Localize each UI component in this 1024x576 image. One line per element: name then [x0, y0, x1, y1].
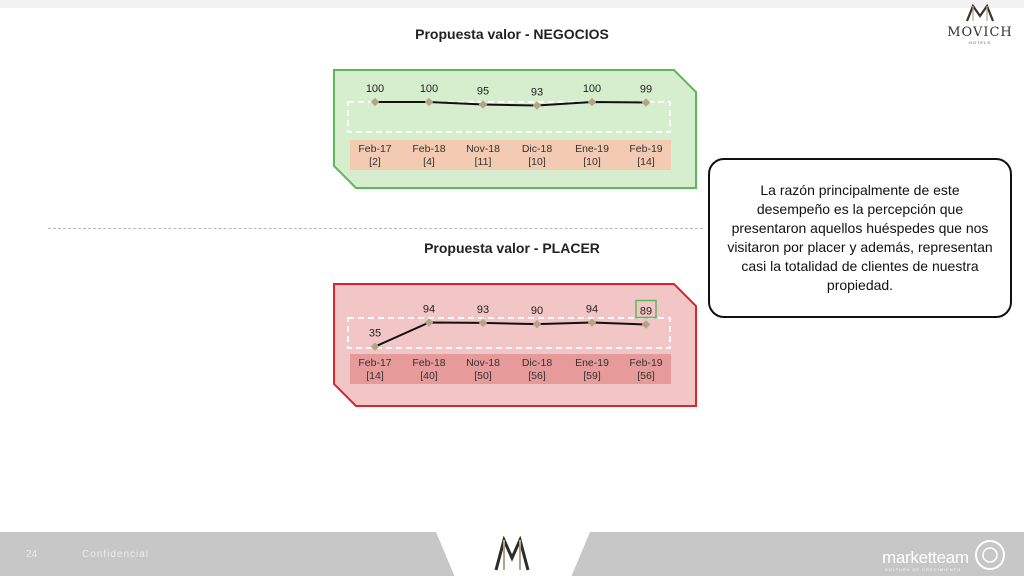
agency-ornament-icon [970, 536, 1010, 574]
data-label: 95 [476, 85, 490, 98]
sample-size-label: [14] [366, 370, 384, 382]
category-label: Ene-19 [575, 357, 609, 369]
chart-placer [330, 282, 700, 408]
page-number: 24 [26, 549, 38, 560]
sample-size-label: [11] [474, 156, 492, 168]
sample-size-label: [56] [528, 370, 546, 382]
chart-negocios [330, 68, 700, 190]
data-label: 94 [585, 303, 599, 316]
data-label: 94 [422, 303, 436, 316]
sample-size-label: [4] [423, 156, 435, 168]
data-label: 100 [365, 83, 385, 95]
sample-size-label: [59] [583, 370, 601, 382]
data-label: 89 [639, 305, 653, 318]
category-label: Feb-17 [358, 143, 392, 155]
data-label: 100 [582, 83, 602, 95]
category-label: Feb-19 [629, 357, 663, 369]
category-label: Feb-18 [412, 143, 446, 155]
category-band [350, 354, 671, 384]
category-label: Feb-17 [358, 357, 392, 369]
sample-size-label: [10] [583, 156, 601, 168]
category-label: Nov-18 [466, 143, 500, 155]
category-band [350, 140, 671, 170]
chart-title-placer: Propuesta valor - PLACER [424, 240, 600, 256]
confidential-label: Confidencial [82, 549, 150, 560]
category-label: Ene-19 [575, 143, 609, 155]
movich-monogram-footer-icon [493, 536, 531, 572]
movich-monogram-icon [965, 4, 995, 22]
sample-size-label: [40] [420, 370, 438, 382]
category-label: Nov-18 [466, 357, 500, 369]
sample-size-label: [10] [528, 156, 546, 168]
movich-logo [940, 4, 1020, 48]
category-label: Feb-19 [629, 143, 663, 155]
sample-size-label: [50] [474, 370, 492, 382]
chart-title-negocios: Propuesta valor - NEGOCIOS [415, 26, 609, 42]
category-label: Dic-18 [521, 357, 553, 369]
data-label: 90 [530, 305, 544, 318]
category-label: Dic-18 [521, 143, 553, 155]
data-label: 99 [639, 83, 653, 96]
agency-wordmark: marketteam [882, 548, 969, 567]
data-label: 100 [419, 83, 439, 95]
logo-wordmark: MOVICH [947, 25, 1013, 40]
data-label: 93 [530, 86, 544, 99]
chart-panel [334, 284, 696, 406]
data-label: 93 [476, 303, 490, 316]
sample-size-label: [14] [637, 156, 655, 168]
sample-size-label: [56] [637, 370, 655, 382]
logo-subtitle: HOTELS [968, 40, 991, 45]
section-divider [48, 228, 703, 229]
sample-size-label: [2] [369, 156, 381, 168]
agency-tagline: CULTURA DE CRECIMIENTO [885, 567, 962, 572]
category-label: Feb-18 [412, 357, 446, 369]
callout-box [708, 158, 1012, 318]
callout-text: La razón principalmente de este desempeño es la percepción que presentaron aquellos huéspedes que nos visitaron por placer y además, representan casi la totalidad de clientes de nuestra propiedad. [727, 182, 993, 293]
slide-top-band [0, 0, 1024, 8]
data-label: 35 [368, 327, 382, 340]
